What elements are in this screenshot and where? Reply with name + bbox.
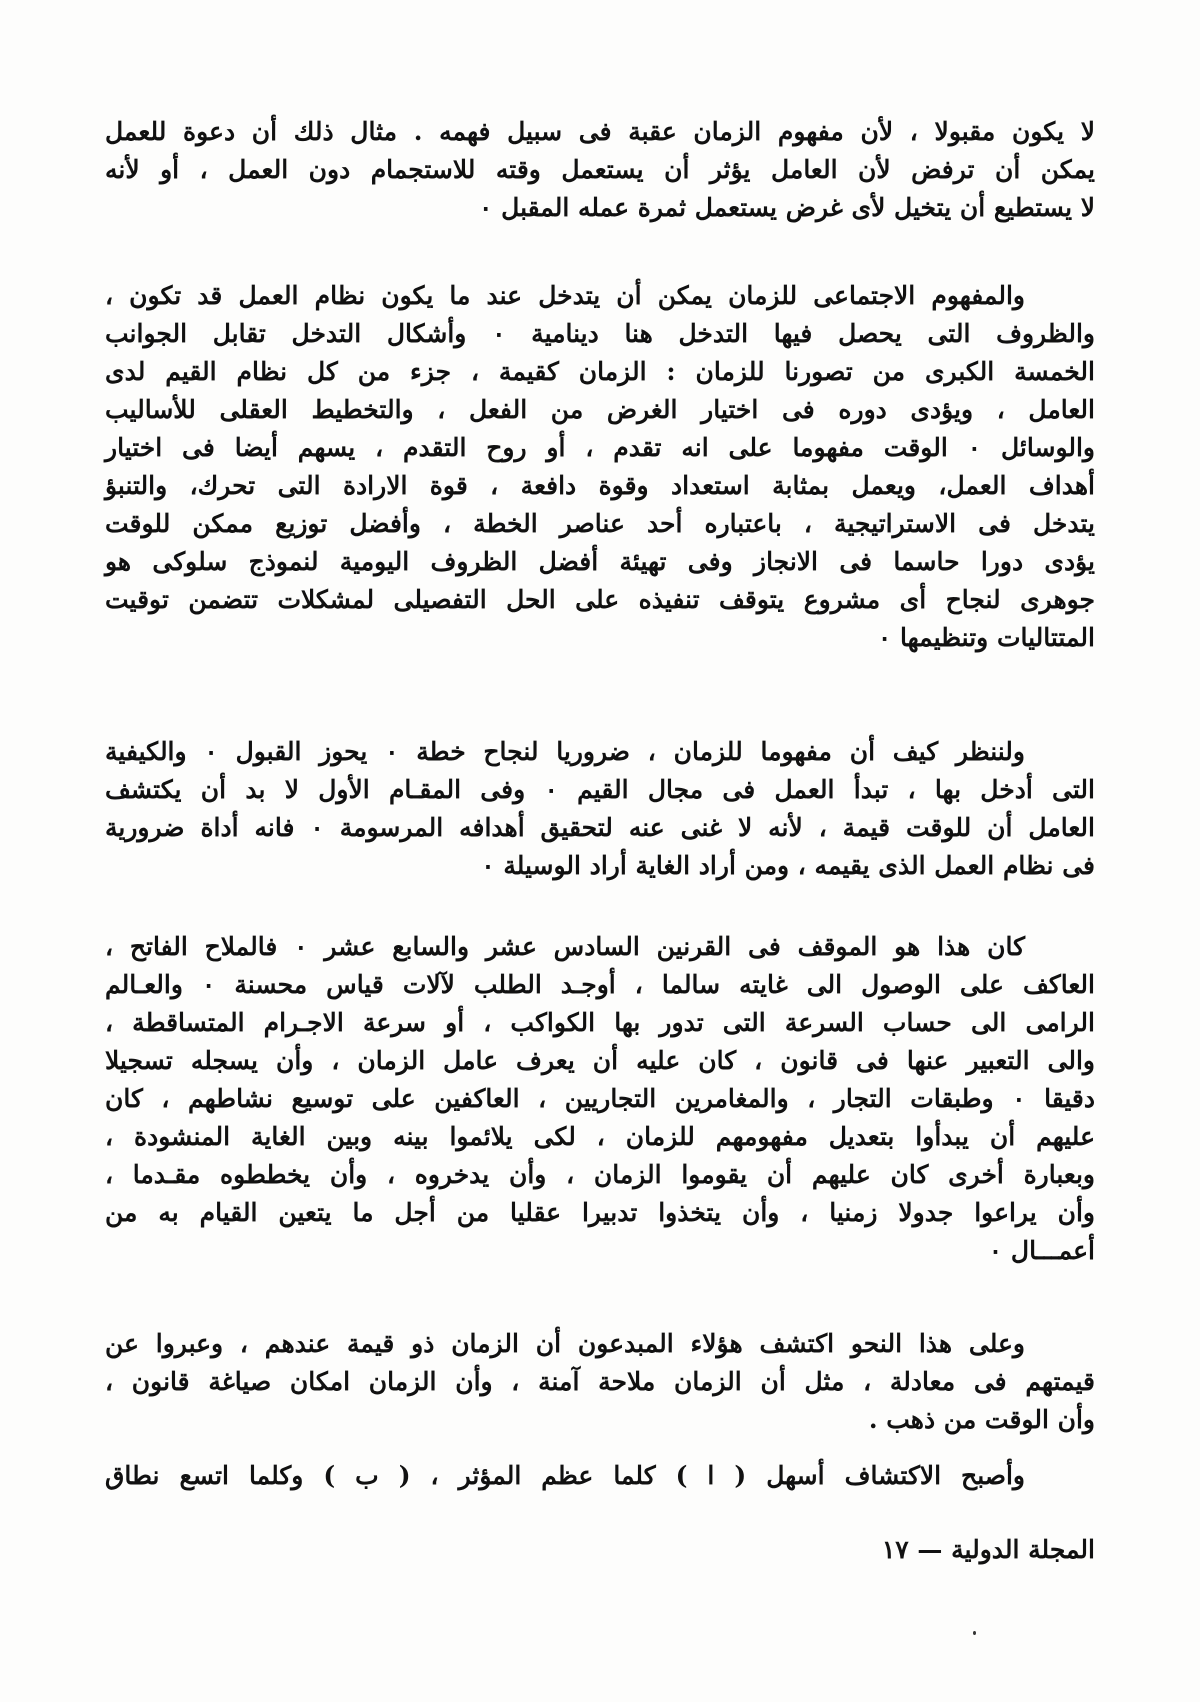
text-line: يؤدى دورا حاسما فى الانجاز وفى تهيئة أفضل الظروف اليومية لنموذج سلوكى هو	[105, 547, 1095, 576]
text-line: قيمتهم فى معادلة ، مثل أن الزمان ملاحة آمنة ، وأن الزمان امكان صياغة قانون ،	[105, 1367, 1095, 1396]
page-footer: المجلة الدولية — ١٧	[881, 1535, 1095, 1564]
text-line: يمكن أن ترفض لأن العامل يؤثر أن يستعمل وقته للاستجمام دون العمل ، أو لأنه	[105, 155, 1095, 184]
text-line: العاكف على الوصول الى غايته سالما ، أوجـد الطلب لآلات قياس محسنة ٠ والعـالم	[105, 970, 1095, 999]
text-line: وأن الوقت من ذهب .	[868, 1405, 1095, 1434]
text-line: دقيقا ٠ وطبقات التجار ، والمغامرين التجاريين ، العاكفين على توسيع نشاطهم ، كان	[105, 1084, 1095, 1113]
text-line: أهداف العمل، ويعمل بمثابة استعداد وقوة دافعة ، قوة الارادة التى تحرك، والتنبؤ	[105, 471, 1095, 500]
text-line: عليهم أن يبدأوا بتعديل مفهومهم للزمان ، لكى يلائموا بينه وبين الغاية المنشودة ،	[105, 1122, 1095, 1151]
text-line: والمفهوم الاجتماعى للزمان يمكن أن يتدخل عند ما يكون نظام العمل قد تكون ،	[105, 281, 1025, 310]
text-line: العامل ، ويؤدى دوره فى اختيار الغرض من الفعل ، والتخطيط العقلى للأساليب	[105, 395, 1095, 424]
text-line: وبعبارة أخرى كان عليهم أن يقوموا الزمان ، وأن يدخروه ، وأن يخططوه مقـدما ،	[105, 1160, 1095, 1189]
paragraph-5	[105, 1325, 1095, 1439]
text-line: أعمـــال ٠	[988, 1236, 1095, 1265]
text-line: والظروف التى يحصل فيها التدخل هنا دينامية ٠ وأشكال التدخل تقابل الجوانب	[105, 319, 1095, 348]
text-line: الخمسة الكبرى من تصورنا للزمان : الزمان كقيمة ، جزء من كل نظام القيم لدى	[105, 357, 1095, 386]
text-line: والوسائل ٠ الوقت مفهوما على انه تقدم ، أو روح التقدم ، يسهم أيضا فى اختيار	[105, 433, 1095, 462]
scan-speck	[973, 1631, 976, 1635]
text-line: فى نظام العمل الذى يقيمه ، ومن أراد الغاية أراد الوسيلة ٠	[481, 851, 1095, 880]
paragraph-3	[105, 733, 1095, 885]
text-line: الرامى الى حساب السرعة التى تدور بها الكواكب ، أو سرعة الاجـرام المتساقطة ،	[105, 1008, 1095, 1037]
text-line: العامل أن للوقت قيمة ، لأنه لا غنى عنه لتحقيق أهدافه المرسومة ٠ فانه أداة ضرورية	[105, 813, 1095, 842]
text-line: التى أدخل بها ، تبدأ العمل فى مجال القيم ٠ وفى المقـام الأول لا بد أن يكتشف	[105, 775, 1095, 804]
text-line: ولننظر كيف أن مفهوما للزمان ، ضروريا لنجاح خطة ٠ يحوز القبول ٠ والكيفية	[105, 737, 1025, 766]
text-line: وأن يراعوا جدولا زمنيا ، وأن يتخذوا تدبيرا عقليا من أجل ما يتعين القيام به من	[105, 1198, 1095, 1227]
text-line: المتتاليات وتنظيمها ٠	[877, 623, 1095, 652]
paragraph-6	[105, 1457, 1095, 1495]
paragraph-1	[105, 113, 1095, 227]
text-line: وعلى هذا النحو اكتشف هؤلاء المبدعون أن الزمان ذو قيمة عندهم ، وعبروا عن	[105, 1329, 1025, 1358]
text-line: جوهرى لنجاح أى مشروع يتوقف تنفيذه على الحل التفصيلى لمشكلات تتضمن توقيت	[105, 585, 1095, 614]
text-line: والى التعبير عنها فى قانون ، كان عليه أن يعرف عامل الزمان ، وأن يسجله تسجيلا	[105, 1046, 1095, 1075]
text-line: يتدخل فى الاستراتيجية ، باعتباره أحد عناصر الخطة ، وأفضل توزيع ممكن للوقت	[105, 509, 1095, 538]
text-line: كان هذا هو الموقف فى القرنين السادس عشر والسابع عشر ٠ فالملاح الفاتح ،	[105, 932, 1026, 961]
text-line: لا يكون مقبولا ، لأن مفهوم الزمان عقبة فى سبيل فهمه . مثال ذلك أن دعوة للعمل	[105, 117, 1095, 146]
text-line: وأصبح الاكتشاف أسهل ( ا ) كلما عظم المؤثر ، ( ب ) وكلما اتسع نطاق	[105, 1461, 1025, 1490]
paragraph-4	[105, 928, 1095, 1270]
text-line: لا يستطيع أن يتخيل لأى غرض يستعمل ثمرة عمله المقبل ٠	[479, 193, 1095, 222]
paragraph-2	[105, 277, 1095, 657]
